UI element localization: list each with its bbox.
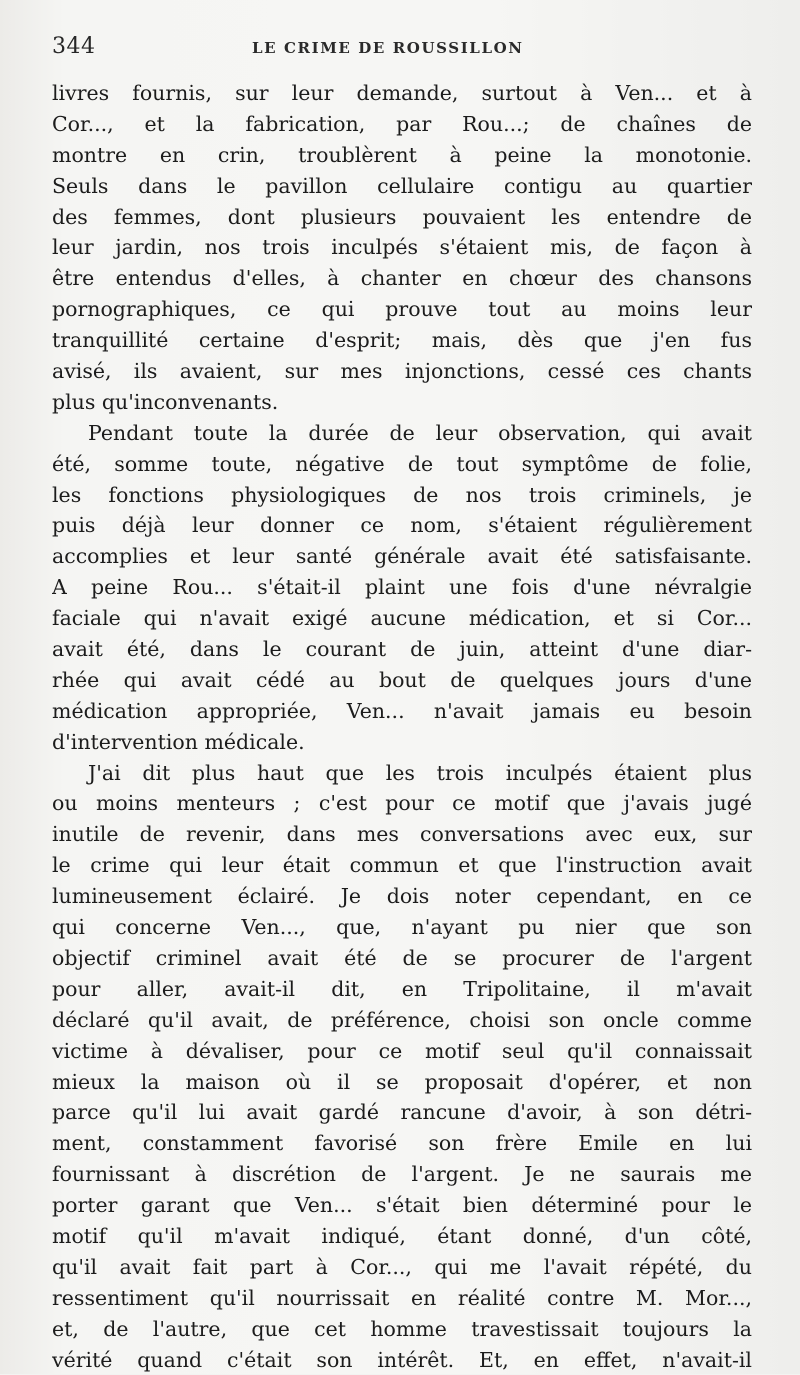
text-line: tranquillité certaine d'esprit; mais, dès que j'en fus: [52, 328, 752, 353]
text-line: ou moins menteurs ; c'est pour ce motif que j'avais jugé: [52, 791, 752, 816]
text-line: Seuls dans le pavillon cellulaire contigu au quartier: [52, 173, 752, 198]
text-line: être entendus d'elles, à chanter en chœur des chansons: [52, 266, 752, 291]
text-line: et, de l'autre, que cet homme travestissait toujours la: [52, 1316, 752, 1341]
text-line: médication appropriée, Ven... n'avait jamais eu besoin: [52, 698, 752, 723]
text-line: Cor..., et la fabrication, par Rou...; de chaînes de: [52, 111, 752, 136]
page-number: 344: [52, 34, 96, 59]
text-line: ment, constamment favorisé son frère Emile en lui: [52, 1131, 752, 1156]
text-line: d'intervention médicale.: [52, 729, 305, 754]
text-line: faciale qui n'avait exigé aucune médication, et si Cor...: [52, 606, 752, 631]
text-line: pour aller, avait-il dit, en Tripolitaine, il m'avait: [52, 976, 752, 1001]
text-line: leur jardin, nos trois inculpés s'étaient mis, de façon à: [52, 235, 752, 260]
text-line: motif qu'il m'avait indiqué, étant donné, d'un côté,: [52, 1223, 752, 1248]
text-line: rhée qui avait cédé au bout de quelques jours d'une: [52, 667, 752, 692]
text-line: puis déjà leur donner ce nom, s'étaient régulièrement: [52, 513, 752, 538]
page-header: [52, 34, 752, 62]
text-line: avait été, dans le courant de juin, atteint d'une diar-: [52, 637, 752, 662]
text-line: porter garant que Ven... s'était bien déterminé pour le: [52, 1193, 752, 1218]
text-line: fournissant à discrétion de l'argent. Je ne saurais me: [52, 1162, 752, 1187]
text-line: qui concerne Ven..., que, n'ayant pu nier que son: [52, 915, 752, 940]
text-line: mieux la maison où il se proposait d'opérer, et non: [52, 1069, 752, 1094]
text-line: A peine Rou... s'était-il plaint une fois d'une névralgie: [52, 575, 752, 600]
text-line: pornographiques, ce qui prouve tout au moins leur: [52, 297, 752, 322]
text-line: avisé, ils avaient, sur mes injonctions, cessé ces chants: [52, 359, 752, 384]
text-line: le crime qui leur était commun et que l'instruction avait: [52, 853, 752, 878]
text-line: ressentiment qu'il nourrissait en réalité contre M. Mor...,: [52, 1285, 752, 1310]
text-line: accomplies et leur santé générale avait été satisfaisante.: [52, 544, 752, 569]
body-text: [52, 78, 752, 1375]
text-line: Pendant toute la durée de leur observation, qui avait: [88, 420, 752, 445]
text-line: déclaré qu'il avait, de préférence, choisi son oncle comme: [52, 1007, 752, 1032]
text-line: des femmes, dont plusieurs pouvaient les entendre de: [52, 204, 752, 229]
text-line: montre en crin, troublèrent à peine la monotonie.: [52, 142, 752, 167]
text-line: les fonctions physiologiques de nos trois criminels, je: [52, 482, 752, 507]
text-line: parce qu'il lui avait gardé rancune d'avoir, à son détri-: [52, 1100, 752, 1125]
text-line: qu'il avait fait part à Cor..., qui me l'avait répété, du: [52, 1254, 752, 1279]
text-line: inutile de revenir, dans mes conversations avec eux, sur: [52, 822, 752, 847]
text-line: été, somme toute, négative de tout symptôme de folie,: [52, 451, 752, 476]
text-line: objectif criminel avait été de se procurer de l'argent: [52, 945, 752, 970]
text-line: vérité quand c'était son intérêt. Et, en effet, n'avait-il: [52, 1347, 752, 1372]
text-line: victime à dévaliser, pour ce motif seul qu'il connaissait: [52, 1038, 752, 1063]
text-line: plus qu'inconvenants.: [52, 389, 279, 414]
text-line: lumineusement éclairé. Je dois noter cependant, en ce: [52, 884, 752, 909]
text-line: J'ai dit plus haut que les trois inculpés étaient plus: [88, 760, 752, 785]
running-head: LE CRIME DE ROUSSILLON: [252, 39, 524, 57]
text-line: livres fournis, sur leur demande, surtout à Ven... et à: [52, 81, 752, 105]
